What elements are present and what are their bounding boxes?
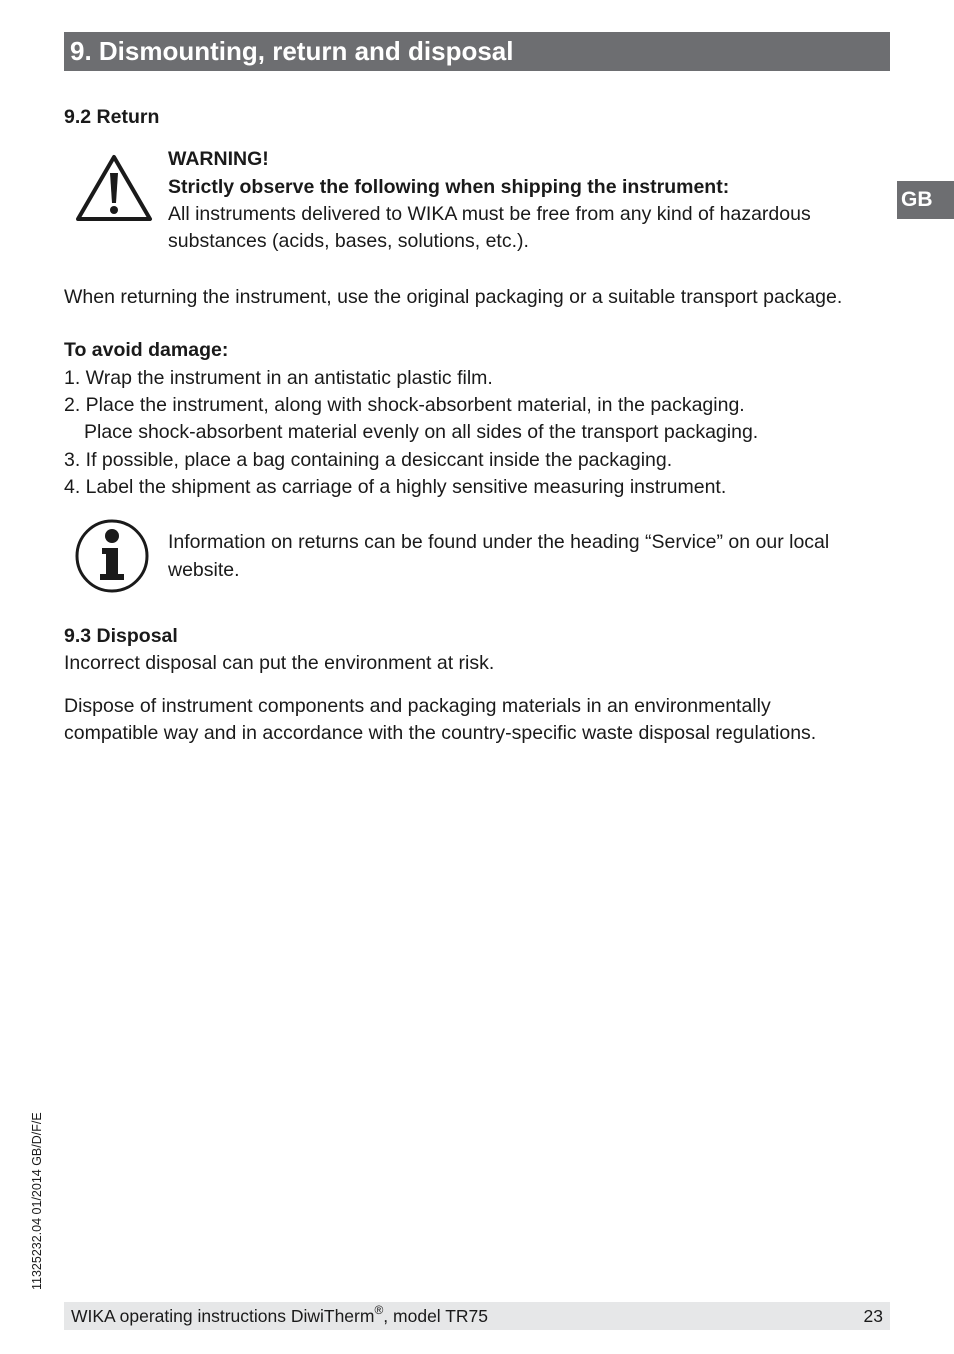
disposal-paragraph-1: Incorrect disposal can put the environment at risk. (64, 652, 495, 674)
warning-text-line1: All instruments delivered to WIKA must be free from any kind of hazardous (168, 203, 811, 225)
info-text-line2: website. (168, 559, 240, 581)
disposal-paragraph-2-line1: Dispose of instrument components and packaging materials in an environmentally (64, 695, 771, 717)
document-code: 11325232.04 01/2014 GB/D/F/E (30, 1112, 44, 1290)
info-text-line1: Information on returns can be found under the heading “Service” on our local (168, 531, 830, 553)
chapter-title: 9. Dismounting, return and disposal (64, 32, 890, 71)
warning-text-line2: substances (acids, bases, solutions, etc.). (168, 230, 529, 252)
list-item: 1. Wrap the instrument in an antistatic plastic film. (64, 367, 493, 389)
avoid-damage-heading: To avoid damage: (64, 339, 229, 361)
warning-triangle-icon (74, 153, 154, 223)
warning-label: WARNING! (168, 148, 269, 170)
footer-bar (64, 1302, 890, 1330)
section-heading-disposal: 9.3 Disposal (64, 625, 178, 647)
info-icon (74, 518, 150, 594)
section-heading-return: 9.2 Return (64, 106, 160, 128)
list-item: 2. Place the instrument, along with shock-absorbent material, in the packaging. (64, 394, 745, 416)
list-item: 4. Label the shipment as carriage of a highly sensitive measuring instrument. (64, 476, 727, 498)
footer-title-suffix: , model TR75 (383, 1306, 489, 1326)
disposal-paragraph-2-line2: compatible way and in accordance with the country-specific waste disposal regulations. (64, 722, 817, 744)
registered-mark: ® (374, 1303, 384, 1318)
footer-title (71, 1302, 488, 1330)
list-item-continuation: Place shock-absorbent material evenly on all sides of the transport packaging. (84, 421, 759, 443)
footer-title-text: WIKA operating instructions DiwiTherm (71, 1306, 375, 1326)
list-item: 3. If possible, place a bag containing a desiccant inside the packaging. (64, 449, 673, 471)
packaging-paragraph: When returning the instrument, use the original packaging or a suitable transport package. (64, 286, 843, 308)
language-tab: GB (897, 181, 954, 219)
page-number: 23 (863, 1306, 883, 1326)
warning-bold-line: Strictly observe the following when shipping the instrument: (168, 176, 730, 198)
